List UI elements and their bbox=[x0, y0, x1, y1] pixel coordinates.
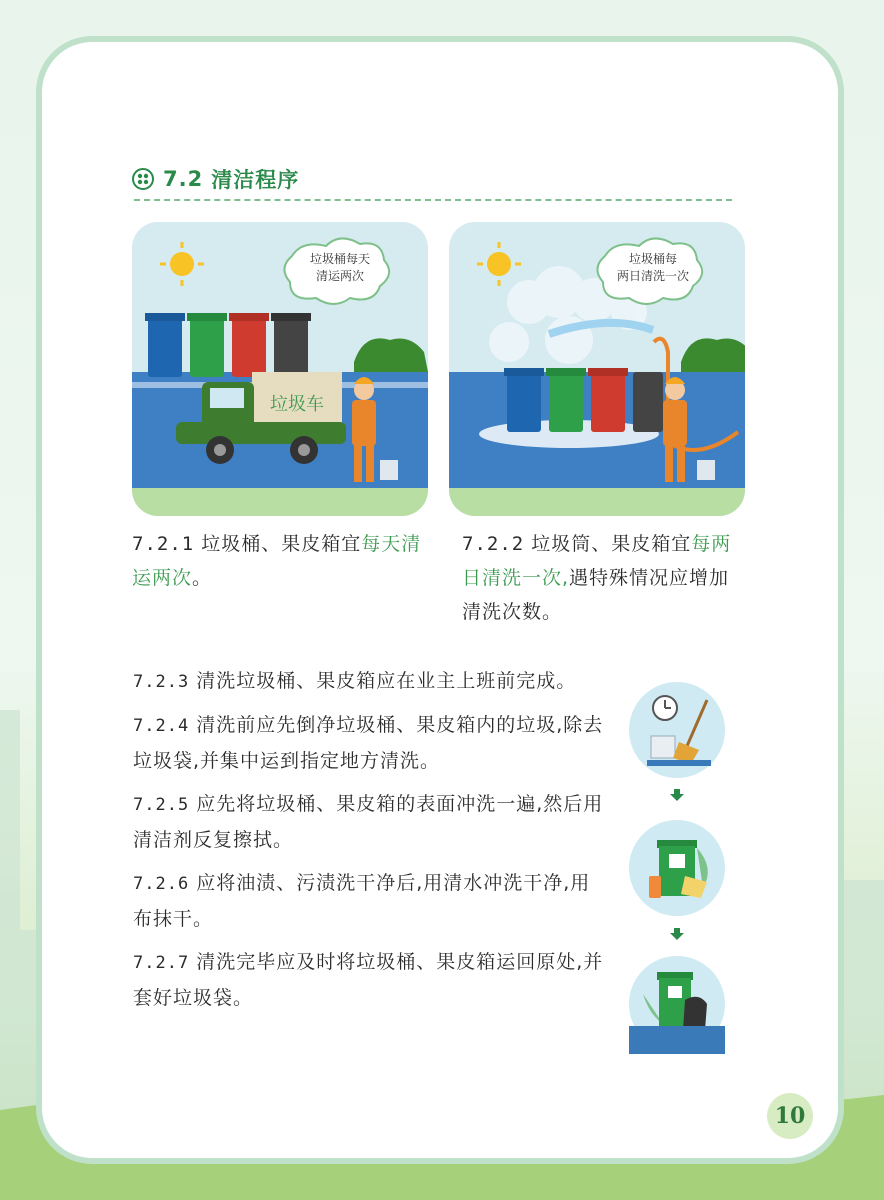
section-heading bbox=[131, 163, 299, 195]
step-7-2-4 bbox=[133, 708, 605, 779]
step-text: 应将油渍、污渍洗干净后,用清水冲洗干净,用布抹干。 bbox=[133, 872, 591, 930]
clock-broom-icon bbox=[627, 680, 727, 780]
section-icon bbox=[131, 167, 155, 191]
caption-text: 垃圾桶、果皮箱宜 bbox=[194, 533, 362, 555]
step-number: 7.2.5 bbox=[133, 795, 190, 815]
illustration-washing bbox=[449, 222, 745, 516]
page-number: 10 bbox=[767, 1093, 813, 1139]
illustration-daily-collection bbox=[132, 222, 428, 516]
step-number: 7.2.6 bbox=[133, 874, 190, 894]
step-text: 应先将垃圾桶、果皮箱的表面冲洗一遍,然后用清洁剂反复擦拭。 bbox=[133, 793, 604, 851]
step-text: 清洗前应先倒净垃圾桶、果皮箱内的垃圾,除去垃圾袋,并集中运到指定地方清洗。 bbox=[133, 714, 604, 772]
caption-number: 7.2.2 bbox=[462, 533, 525, 555]
bin-wiping-icon bbox=[627, 818, 727, 918]
bubble-line-1: 垃圾桶每天 bbox=[309, 252, 371, 266]
step-number: 7.2.7 bbox=[133, 953, 190, 973]
step-7-2-3 bbox=[133, 664, 605, 700]
caption-highlight: 每天清运两次 bbox=[132, 533, 422, 589]
bubble-line-1: 垃圾桶每 bbox=[628, 252, 678, 266]
caption-number: 7.2.1 bbox=[132, 533, 195, 555]
step-number: 7.2.3 bbox=[133, 672, 190, 692]
arrow-down-icon bbox=[670, 789, 684, 801]
section-title: 清洁程序 bbox=[211, 168, 300, 192]
arrow-down-icon bbox=[670, 928, 684, 940]
step-text: 清洗垃圾桶、果皮箱应在业主上班前完成。 bbox=[189, 670, 577, 692]
caption-text: 垃圾筒、果皮箱宜 bbox=[524, 533, 692, 555]
steps-list bbox=[133, 664, 605, 1024]
bin-with-bag-icon bbox=[627, 954, 727, 1054]
step-text: 清洗完毕应及时将垃圾桶、果皮箱运回原处,并套好垃圾袋。 bbox=[133, 951, 604, 1009]
step-7-2-6 bbox=[133, 866, 605, 937]
step-7-2-5 bbox=[133, 787, 605, 858]
caption-tail: 遇特殊情况应增加清洗次数。 bbox=[462, 567, 730, 623]
heading-divider bbox=[134, 199, 732, 201]
truck-label: 垃圾车 bbox=[270, 394, 324, 415]
caption-7-2-2 bbox=[462, 527, 738, 629]
caption-tail: 。 bbox=[192, 567, 213, 589]
caption-7-2-1 bbox=[132, 527, 422, 595]
bubble-line-2: 两日清洗一次 bbox=[616, 269, 690, 283]
section-number: 7.2 bbox=[163, 167, 204, 191]
step-number: 7.2.4 bbox=[133, 716, 190, 736]
caption-highlight: 每两日清洗一次, bbox=[462, 533, 732, 589]
bubble-line-2: 清运两次 bbox=[315, 269, 365, 283]
step-7-2-7 bbox=[133, 945, 605, 1016]
